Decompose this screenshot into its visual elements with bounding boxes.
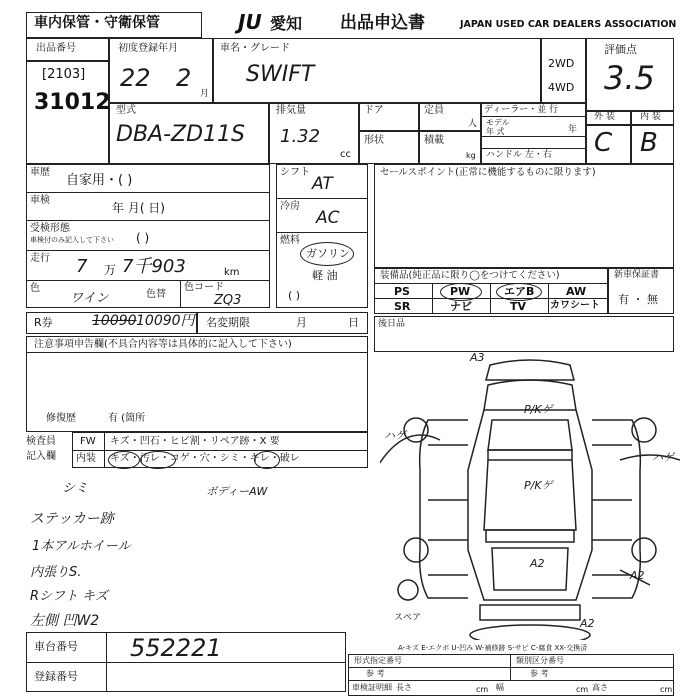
name-change-day: 日 xyxy=(348,316,359,329)
diagram-spare-label: スペア xyxy=(394,613,422,623)
capacity-unit: 人 xyxy=(468,119,478,129)
diagram-a2-bottom: A2 xyxy=(580,617,595,630)
spec-class-label: 類別区分番号 xyxy=(516,656,564,665)
diagram-a2-rear: A2 xyxy=(530,557,545,570)
color-code-label: 色コード xyxy=(184,282,224,293)
note-line-4: 内張りS. xyxy=(30,565,82,580)
spec-length: 長さ xyxy=(396,683,412,692)
equip-tv: TV xyxy=(510,300,527,313)
spec-ref-1: 参 考 xyxy=(366,669,385,678)
ju-logo: JU xyxy=(238,10,262,34)
notes-label: 注意事項申告欄(不具合内容等は具体的に記入して下さい) xyxy=(34,339,292,350)
rear-item-box xyxy=(374,316,674,352)
region-name: 愛知 xyxy=(270,14,303,33)
spec-height-unit: cm xyxy=(660,685,673,694)
fuel-diesel: 軽 油 xyxy=(312,269,338,282)
color-label: 色 xyxy=(30,283,40,294)
ac-label: 冷房 xyxy=(280,201,300,212)
equipment-label: 装備品(純正品に限り◯をつけてください) xyxy=(380,270,560,281)
diagram-right-note: ハゲ xyxy=(652,451,674,464)
checker-mark-1 xyxy=(108,451,140,469)
displacement-value: 1.32 xyxy=(280,126,321,147)
recycle-label: R券 xyxy=(34,316,53,329)
history-value: 自家用・( ) xyxy=(66,173,133,188)
registration-label: 登録番号 xyxy=(34,670,78,683)
note-line-1: シミ xyxy=(62,481,89,496)
exterior-grade: C xyxy=(594,128,613,158)
handle-label: ハンドル 左・右 xyxy=(486,150,552,160)
lot-number: 31012 xyxy=(34,90,111,115)
first-registration-year: 22 xyxy=(120,64,151,92)
rear-item-label: 後日品 xyxy=(378,319,406,329)
diagram-left-note: ハゲ xyxy=(384,429,406,442)
warranty-options: 有 ・ 無 xyxy=(618,293,658,306)
spec-type-label: 形式指定番号 xyxy=(354,656,402,665)
checker-mark-2 xyxy=(140,451,176,469)
fuel-gasoline: ガソリン xyxy=(306,247,350,260)
door-label: ドア xyxy=(364,105,384,116)
spec-ref-2: 参 考 xyxy=(530,669,549,678)
displacement-unit: cc xyxy=(340,149,351,160)
equip-pw: PW xyxy=(450,285,471,298)
exterior-label: 外 装 xyxy=(594,112,615,122)
note-line-5: Rシフト キズ xyxy=(30,589,108,604)
drive-2wd: 2WD xyxy=(548,57,575,70)
damage-legend: A-キズ E-エクボ U-凹み W-補修跡 S-サビ C-腐食 XX-交換済 xyxy=(398,644,588,652)
checker-label-1: 検査員 xyxy=(26,436,56,447)
mileage-rest: 7千903 xyxy=(122,256,186,277)
interior-grade: B xyxy=(640,128,658,158)
model-name-label: 車名・グレード xyxy=(220,43,290,54)
car-diagram xyxy=(380,350,680,640)
mileage-man-unit: 万 xyxy=(104,263,117,277)
repair-history-label: 修復歴 xyxy=(46,413,76,424)
spec-length-unit: cm xyxy=(476,685,489,694)
inspection-label: 車検 xyxy=(30,195,50,206)
association-name: JAPAN USED CAR DEALERS ASSOCIATION xyxy=(460,19,677,30)
inspection-value: 年 月( 日) xyxy=(112,201,165,215)
interior-label: 内 装 xyxy=(640,112,661,122)
mileage-unit: km xyxy=(224,267,240,278)
rating-value: 3.5 xyxy=(604,59,655,97)
shape-label: 形状 xyxy=(364,135,384,146)
name-change-label: 名変期限 xyxy=(206,316,250,329)
shift-label: シフト xyxy=(280,167,310,178)
model-year-label-1: モデル xyxy=(486,118,510,127)
shift-value: AT xyxy=(312,174,333,194)
chassis-number: 552221 xyxy=(130,634,222,662)
note-line-3: 1本アルホイール xyxy=(32,539,131,554)
type-value: DBA-ZD11S xyxy=(116,122,245,147)
checker-fw: FW xyxy=(80,436,96,447)
color-code-value: ZQ3 xyxy=(214,293,242,308)
equip-airbag-circle xyxy=(496,283,542,301)
diagram-roof-note: P/Kゲ xyxy=(524,403,553,416)
type-label: 型式 xyxy=(116,105,136,116)
equip-sr: SR xyxy=(394,300,411,313)
history-label: 車歴 xyxy=(30,167,50,178)
storage-label: 車内保管・守衛保管 xyxy=(34,15,160,31)
equip-ps: PS xyxy=(394,285,410,298)
fuel-other: ( ) xyxy=(288,289,301,302)
mileage-label: 走行 xyxy=(30,253,50,264)
color-value: ワイン xyxy=(70,291,109,306)
note-line-6: 左側 凹W2 xyxy=(30,613,100,629)
diagram-a3-top: A3 xyxy=(470,351,485,364)
notes-box xyxy=(26,336,368,432)
rating-label: 評価点 xyxy=(604,43,637,56)
lot-number-label: 出品番号 xyxy=(36,43,76,54)
chassis-label: 車台番号 xyxy=(34,640,78,653)
acceptance-note: 車検付のみ記入して下さい xyxy=(30,236,114,244)
equip-aw: AW xyxy=(566,285,587,298)
repair-history-value: 有 (箇所 xyxy=(108,413,146,424)
first-registration-month-unit: 月 xyxy=(200,89,210,99)
acceptance-label: 受検形態 xyxy=(30,223,70,234)
checker-interior: 内装 xyxy=(76,453,96,464)
checker-label-2: 記入欄 xyxy=(26,451,56,462)
panel-note: ボディーAW xyxy=(206,485,268,498)
equip-airbag: エアB xyxy=(504,285,535,298)
dealer-import-label: ディーラー・並 行 xyxy=(484,105,559,115)
spec-width-unit: cm xyxy=(576,685,589,694)
capacity-label: 定員 xyxy=(424,105,444,116)
form-title: 出品申込書 xyxy=(340,13,425,33)
fuel-label: 燃料 xyxy=(280,235,300,246)
color-swap-label: 色替 xyxy=(146,289,166,300)
spec-height: 高さ xyxy=(592,683,608,692)
displacement-label: 排気量 xyxy=(276,105,306,116)
load-label: 積載 xyxy=(424,135,444,146)
sales-point-label: セールスポイント(正常に機能するものに限ります) xyxy=(380,167,596,178)
spec-cert-label: 車検証明細 xyxy=(352,683,392,692)
diagram-a2-right: A2 xyxy=(630,569,645,582)
recycle-struck: 10090 xyxy=(92,313,137,329)
sales-point-box xyxy=(374,164,674,268)
mileage-man-digit: 7 xyxy=(76,256,88,277)
load-unit: kg xyxy=(466,151,476,160)
checker-fw-items: キズ・凹石・ヒビ割・リペア跡・X 要 xyxy=(110,436,280,447)
recycle-value: 10090円 xyxy=(136,313,195,329)
diagram-hood-note: P/Kゲ xyxy=(524,479,553,492)
drive-4wd: 4WD xyxy=(548,81,575,94)
warranty-label: 新車保証書 xyxy=(614,270,660,280)
lot-bracket-number: [2103] xyxy=(42,67,86,82)
first-registration-label: 初度登録年月 xyxy=(118,43,178,54)
note-line-2: ステッカー跡 xyxy=(30,511,114,527)
checker-interior-items: キズ・汚レ・コゲ・穴・シミ・キレ・破レ xyxy=(110,453,300,464)
equip-navi: ナビ xyxy=(450,300,472,313)
model-year-unit: 年 xyxy=(568,125,578,135)
checker-mark-3 xyxy=(254,451,280,469)
name-change-month: 月 xyxy=(296,316,307,329)
model-name: SWIFT xyxy=(246,62,315,87)
ac-value: AC xyxy=(316,208,340,228)
equip-leather-seat: カワシート xyxy=(550,300,600,311)
fuel-gasoline-circle xyxy=(300,242,354,266)
equip-pw-circle xyxy=(440,283,482,301)
model-year-label-2: 年 式 xyxy=(486,127,505,136)
first-registration-month: 2 xyxy=(176,64,192,92)
acceptance-value: ( ) xyxy=(136,231,150,245)
spec-width: 幅 xyxy=(496,683,504,692)
